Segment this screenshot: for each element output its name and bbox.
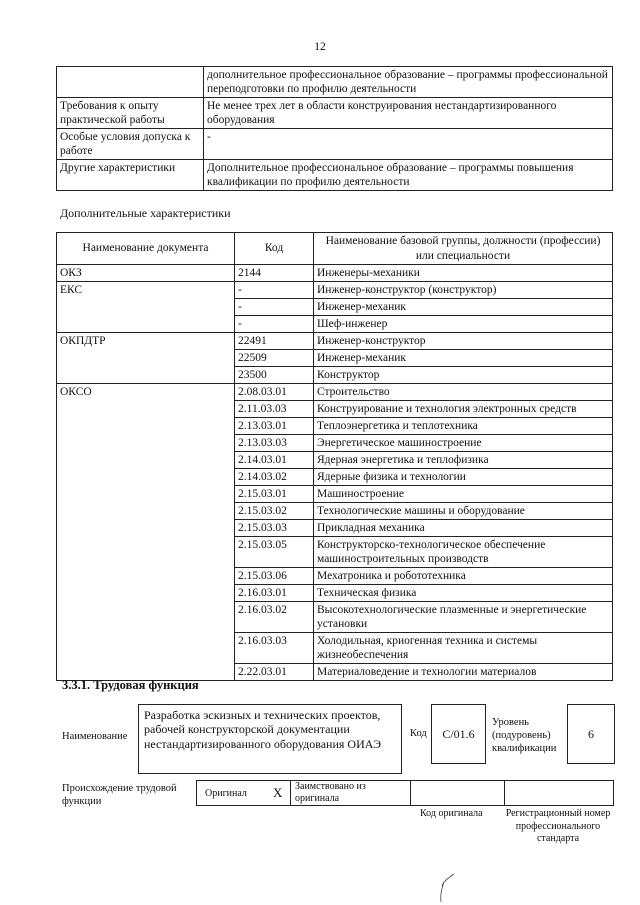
requirement-value: дополнительное профессиональное образование – программы профессиональной переподготовки по профилю деятельности xyxy=(204,67,613,98)
code-cell: 23500 xyxy=(235,367,314,384)
specialty-name-cell: Холодильная, криогенная техника и системы жизнеобеспечения xyxy=(314,633,613,664)
signature-mark xyxy=(434,872,468,904)
code-cell: 2.14.03.01 xyxy=(235,452,314,469)
code-cell: 2.16.03.01 xyxy=(235,585,314,602)
column-header-name: Наименование базовой группы, должности (профессии) или специальности xyxy=(314,233,613,265)
specialty-name-cell: Высокотехнологические плазменные и энергетические установки xyxy=(314,602,613,633)
code-original-label: Код оригинала xyxy=(420,808,483,819)
code-cell: 22491 xyxy=(235,333,314,350)
specialty-name-cell: Теплоэнергетика и теплотехника xyxy=(314,418,613,435)
code-cell: 2144 xyxy=(235,265,314,282)
document-name-cell: ОКПДТР xyxy=(57,333,235,384)
code-cell: 2.11.03.03 xyxy=(235,401,314,418)
specialty-name-cell: Прикладная механика xyxy=(314,520,613,537)
code-original-cell xyxy=(410,781,505,805)
specialty-name-cell: Инженер-конструктор (конструктор) xyxy=(314,282,613,299)
labor-function-heading: 3.3.1. Трудовая функция xyxy=(62,678,199,692)
table-row xyxy=(57,282,613,299)
code-cell: 2.16.03.03 xyxy=(235,633,314,664)
code-cell: 2.22.03.01 xyxy=(235,664,314,681)
specialty-name-cell: Инженер-механик xyxy=(314,299,613,316)
level-value-box: 6 xyxy=(567,704,615,764)
specialty-name-cell: Инженер-конструктор xyxy=(314,333,613,350)
specialty-name-cell: Конструкторско-технологическое обеспечение машиностроительных производств xyxy=(314,537,613,568)
original-label: Оригинал xyxy=(205,788,247,799)
code-cell: 22509 xyxy=(235,350,314,367)
code-cell: 2.15.03.03 xyxy=(235,520,314,537)
additional-characteristics-table xyxy=(56,232,613,681)
function-name-box: Разработка эскизных и технических проектов, рабочей конструкторской документации нестандартизированного оборудования ОИАЭ xyxy=(138,704,402,774)
document-name-cell: ОКСО xyxy=(57,384,235,681)
code-cell: - xyxy=(235,299,314,316)
code-cell: - xyxy=(235,282,314,299)
requirement-label xyxy=(57,67,204,98)
borrowed-cell xyxy=(290,781,411,805)
code-cell: 2.15.03.01 xyxy=(235,486,314,503)
specialty-name-cell: Шеф-инженер xyxy=(314,316,613,333)
specialty-name-cell: Технологические машины и оборудование xyxy=(314,503,613,520)
specialty-name-cell: Мехатроника и робототехника xyxy=(314,568,613,585)
column-header-document: Наименование документа xyxy=(57,233,235,265)
requirement-row xyxy=(57,98,613,129)
code-cell: 2.16.03.02 xyxy=(235,602,314,633)
table-row xyxy=(57,265,613,282)
function-code-box: C/01.6 xyxy=(431,704,486,764)
origin-label: Происхождение трудовой функции xyxy=(62,783,177,807)
table-row xyxy=(57,384,613,401)
code-cell: 2.15.03.06 xyxy=(235,568,314,585)
code-cell: 2.14.03.02 xyxy=(235,469,314,486)
specialty-name-cell: Инженер-механик xyxy=(314,350,613,367)
specialty-name-cell: Материаловедение и технологии материалов xyxy=(314,664,613,681)
column-header-code: Код xyxy=(235,233,314,265)
origin-row xyxy=(196,780,614,806)
requirement-value: - xyxy=(204,129,613,160)
borrowed-label: Заимствовано из оригинала xyxy=(295,781,366,804)
code-cell: 2.15.03.02 xyxy=(235,503,314,520)
level-label: Уровень (подуровень) квалификации xyxy=(492,717,557,755)
code-cell: 2.08.03.01 xyxy=(235,384,314,401)
specialty-name-cell: Инженеры-механики xyxy=(314,265,613,282)
requirement-value: Не менее трех лет в области конструирования нестандартизированного оборудования xyxy=(204,98,613,129)
document-name-cell: ЕКС xyxy=(57,282,235,333)
document-name-cell: ОКЗ xyxy=(57,265,235,282)
specialty-name-cell: Техническая физика xyxy=(314,585,613,602)
registration-number-label: Регистрационный номер профессионального стандарта xyxy=(505,808,611,844)
code-label: Код xyxy=(410,728,427,739)
requirement-row xyxy=(57,129,613,160)
name-label: Наименование xyxy=(62,731,128,742)
specialty-name-cell: Машиностроение xyxy=(314,486,613,503)
specialty-name-cell: Строительство xyxy=(314,384,613,401)
additional-characteristics-title: Дополнительные характеристики xyxy=(60,206,231,220)
code-cell: 2.15.03.05 xyxy=(235,537,314,568)
requirement-row xyxy=(57,67,613,98)
specialty-name-cell: Конструктор xyxy=(314,367,613,384)
specialty-name-cell: Конструирование и технология электронных средств xyxy=(314,401,613,418)
qualification-requirements-table xyxy=(56,66,613,191)
specialty-name-cell: Ядерная энергетика и теплофизика xyxy=(314,452,613,469)
requirement-row xyxy=(57,160,613,191)
requirement-label: Требования к опыту практической работы xyxy=(57,98,204,129)
specialty-name-cell: Ядерные физика и технологии xyxy=(314,469,613,486)
code-cell: 2.13.03.03 xyxy=(235,435,314,452)
specialty-name-cell: Энергетическое машиностроение xyxy=(314,435,613,452)
code-cell: - xyxy=(235,316,314,333)
code-cell: 2.13.03.01 xyxy=(235,418,314,435)
page-number: 12 xyxy=(314,41,326,53)
requirement-label: Особые условия допуска к работе xyxy=(57,129,204,160)
requirement-label: Другие характеристики xyxy=(57,160,204,191)
original-mark: X xyxy=(273,785,283,800)
original-cell xyxy=(197,781,291,805)
requirement-value: Дополнительное профессиональное образование – программы повышения квалификации по профилю деятельности xyxy=(204,160,613,191)
table-row xyxy=(57,333,613,350)
